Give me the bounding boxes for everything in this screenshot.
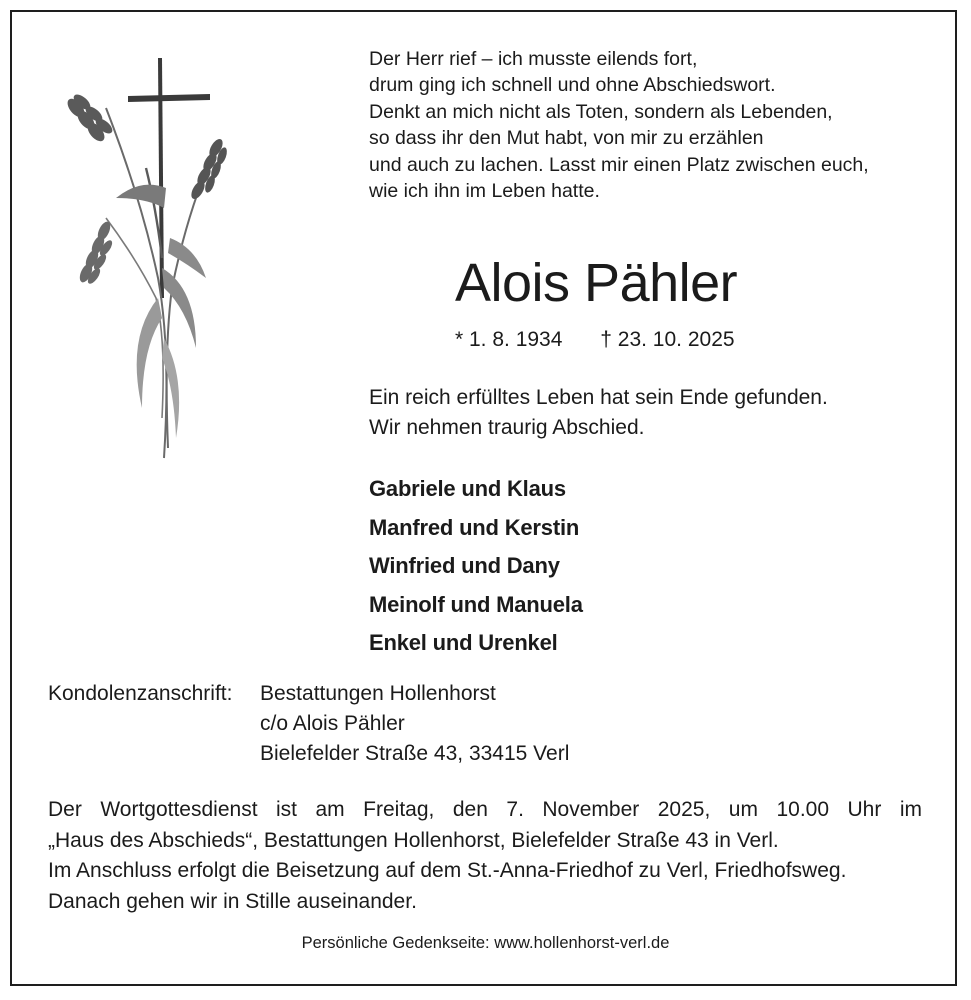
cross-with-wheat-icon	[46, 48, 236, 468]
death-date: † 23. 10. 2025	[600, 328, 735, 351]
birth-date: * 1. 8. 1934	[455, 328, 563, 351]
address-line: c/o Alois Pähler	[260, 712, 405, 735]
poem-line: wie ich ihn im Leben hatte.	[369, 180, 600, 203]
mourner-entry: Manfred und Kerstin	[369, 514, 580, 540]
closing-text	[369, 383, 828, 443]
mourners-list	[369, 470, 583, 663]
condolence-label: Kondolenzanschrift:	[48, 682, 233, 705]
service-line: Im Anschluss erfolgt die Beisetzung auf dem St.-Anna-Friedhof zu Verl, Friedhofsweg.	[48, 859, 847, 882]
closing-line: Ein reich erfülltes Leben hat sein Ende gefunden.	[369, 386, 828, 409]
poem-line: so dass ihr den Mut habt, von mir zu erzählen	[369, 127, 764, 150]
deceased-name: Alois Pähler	[455, 253, 738, 313]
mourner-entry: Gabriele und Klaus	[369, 476, 566, 501]
memorial-page-link[interactable]: Persönliche Gedenkseite: www.hollenhorst-verl.de	[301, 934, 670, 952]
service-line: Danach gehen wir in Stille auseinander.	[48, 889, 417, 913]
service-info	[48, 795, 922, 917]
poem-line: drum ging ich schnell und ohne Abschiedswort.	[369, 74, 776, 97]
poem-line: Der Herr rief – ich musste eilends fort,	[369, 48, 698, 70]
condolence-address	[48, 679, 569, 769]
service-line: Der Wortgottesdienst ist am Freitag, den 7. November 2025, um 10.00 Uhr im	[48, 798, 922, 821]
mourner-entry: Winfried und Dany	[369, 553, 560, 578]
life-dates	[455, 326, 735, 354]
closing-line: Wir nehmen traurig Abschied.	[369, 416, 645, 439]
address-line: Bielefelder Straße 43, 33415 Verl	[260, 742, 570, 765]
poem-line: Denkt an mich nicht als Toten, sondern als Lebenden,	[369, 100, 833, 123]
mourner-entry: Meinolf und Manuela	[369, 591, 583, 617]
service-line: „Haus des Abschieds“, Bestattungen Hollenhorst, Bielefelder Straße 43 in Verl.	[48, 828, 779, 852]
mourner-entry: Enkel und Urenkel	[369, 630, 558, 655]
poem	[369, 46, 949, 204]
poem-line: und auch zu lachen. Lasst mir einen Platz zwischen euch,	[369, 153, 869, 176]
address-line: Bestattungen Hollenhorst	[260, 682, 496, 705]
